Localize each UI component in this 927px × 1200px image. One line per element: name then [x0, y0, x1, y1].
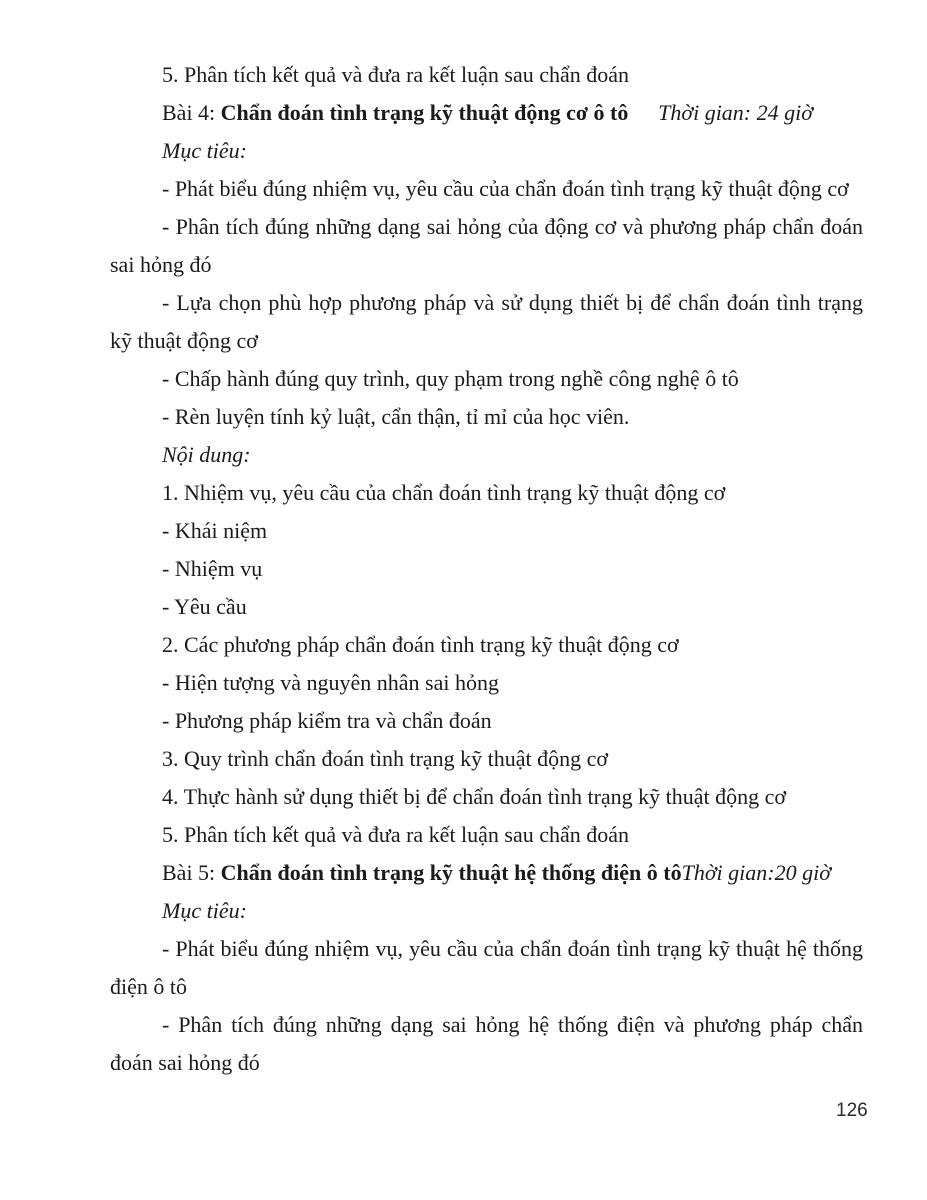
lesson-duration: Thời gian:20 giờ [681, 860, 831, 885]
lesson-title-text: Chẩn đoán tình trạng kỹ thuật hệ thống điện ô tô [220, 860, 682, 885]
page-number: 126 [836, 1100, 868, 1121]
body-paragraph: - Phát biểu đúng nhiệm vụ, yêu cầu của chẩn đoán tình trạng kỹ thuật hệ thống điện ô tô [110, 936, 863, 999]
body-paragraph: - Khái niệm [162, 518, 268, 543]
body-paragraph: 3. Quy trình chẩn đoán tình trạng kỹ thuật động cơ [162, 746, 609, 771]
body-paragraph: - Phân tích đúng những dạng sai hỏng hệ thống điện và phương pháp chẩn đoán sai hỏng đó [110, 1012, 863, 1075]
lesson-number-label: Bài 4: [162, 100, 221, 125]
body-paragraph: - Phát biểu đúng nhiệm vụ, yêu cầu của chẩn đoán tình trạng kỹ thuật động cơ [162, 176, 849, 201]
body-paragraph: - Chấp hành đúng quy trình, quy phạm trong nghề công nghệ ô tô [162, 366, 739, 391]
body-paragraph: 5. Phân tích kết quả và đưa ra kết luận sau chẩn đoán [162, 822, 630, 847]
body-paragraph: 2. Các phương pháp chẩn đoán tình trạng kỹ thuật động cơ [162, 632, 679, 657]
lesson-heading [110, 94, 863, 132]
lesson-title [162, 94, 628, 132]
body-paragraph: 4. Thực hành sử dụng thiết bị để chẩn đoán tình trạng kỹ thuật động cơ [162, 784, 787, 809]
lesson-heading [110, 854, 863, 892]
body-paragraph: - Yêu cầu [162, 594, 247, 619]
document-content [110, 56, 863, 1082]
body-paragraph: 1. Nhiệm vụ, yêu cầu của chẩn đoán tình trạng kỹ thuật động cơ [162, 480, 726, 505]
section-label-paragraph: Mục tiêu: [162, 138, 247, 163]
section-label-paragraph: Nội dung: [162, 442, 251, 467]
body-paragraph: - Hiện tượng và nguyên nhân sai hỏng [162, 670, 499, 695]
lesson-number-label: Bài 5: [162, 860, 221, 885]
body-paragraph: 5. Phân tích kết quả và đưa ra kết luận sau chẩn đoán [162, 62, 630, 87]
section-label-paragraph: Mục tiêu: [162, 898, 247, 923]
body-paragraph: - Nhiệm vụ [162, 556, 263, 581]
body-paragraph: - Phân tích đúng những dạng sai hỏng của động cơ và phương pháp chẩn đoán sai hỏng đó [110, 214, 863, 277]
lesson-title-text: Chẩn đoán tình trạng kỹ thuật động cơ ô tô [220, 100, 629, 125]
body-paragraph: - Phương pháp kiểm tra và chẩn đoán [162, 708, 492, 733]
body-paragraph: - Lựa chọn phù hợp phương pháp và sử dụng thiết bị để chẩn đoán tình trạng kỹ thuật động cơ [110, 290, 863, 353]
lesson-duration: Thời gian: 24 giờ [658, 100, 813, 125]
lesson-title [162, 854, 682, 892]
body-paragraph: - Rèn luyện tính kỷ luật, cẩn thận, tỉ mỉ của học viên. [162, 404, 630, 429]
